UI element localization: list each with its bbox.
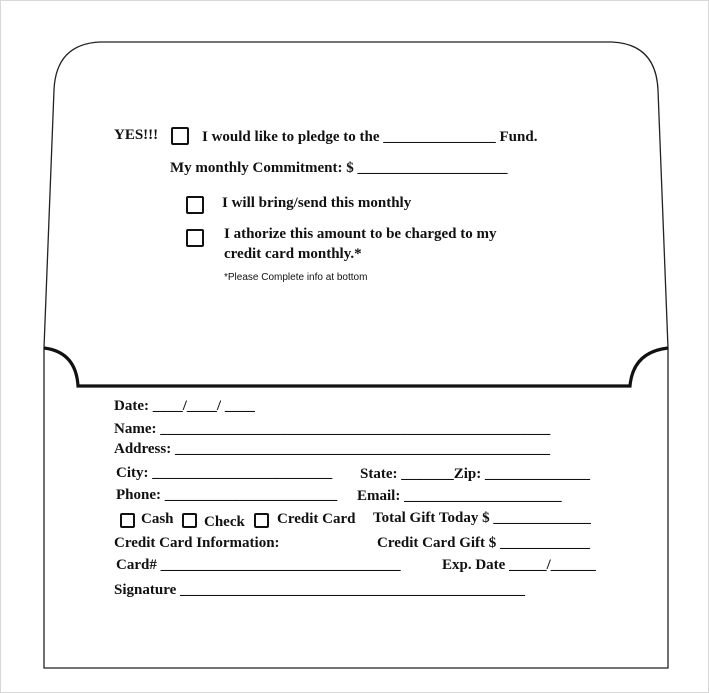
- bring-monthly-checkbox[interactable]: [186, 196, 204, 214]
- card-number-field[interactable]: Card# ________________________________: [116, 557, 401, 573]
- phone-field[interactable]: Phone: _______________________: [116, 487, 338, 503]
- yes-label: YES!!!: [114, 127, 159, 143]
- credit-card-label: Credit Card: [277, 511, 356, 527]
- complete-info-note: *Please Complete info at bottom: [224, 272, 368, 283]
- credit-card-checkbox[interactable]: [254, 513, 269, 528]
- cash-checkbox[interactable]: [120, 513, 135, 528]
- authorize-card-checkbox[interactable]: [186, 229, 204, 247]
- check-checkbox[interactable]: [182, 513, 197, 528]
- authorize-line-1: I athorize this amount to be charged to my: [224, 226, 497, 242]
- city-field[interactable]: City: ________________________: [116, 465, 333, 481]
- email-field[interactable]: Email: _____________________: [357, 488, 562, 504]
- pledge-text: I would like to pledge to the _______________ Fund.: [202, 129, 538, 145]
- cc-gift-field[interactable]: Credit Card Gift $ ____________: [377, 535, 591, 551]
- bring-monthly-label: I will bring/send this monthly: [222, 195, 412, 211]
- total-gift-field[interactable]: Total Gift Today $ _____________: [373, 510, 591, 526]
- address-field[interactable]: Address: __________________________________________________: [114, 441, 550, 457]
- check-label: Check: [204, 514, 245, 530]
- authorize-line-2: credit card monthly.*: [224, 246, 362, 262]
- state-zip-field[interactable]: State: _______Zip: ______________: [360, 466, 590, 482]
- pledge-checkbox[interactable]: [171, 127, 189, 145]
- name-field[interactable]: Name: ____________________________________________________: [114, 421, 551, 437]
- signature-field[interactable]: Signature ______________________________________________: [114, 582, 525, 598]
- cc-info-heading: Credit Card Information:: [114, 535, 280, 551]
- exp-date-field[interactable]: Exp. Date _____/______: [442, 557, 596, 573]
- date-field[interactable]: Date: ____/____/ ____: [114, 398, 255, 414]
- monthly-commitment-field[interactable]: My monthly Commitment: $ ____________________: [170, 160, 508, 176]
- cash-label: Cash: [141, 511, 174, 527]
